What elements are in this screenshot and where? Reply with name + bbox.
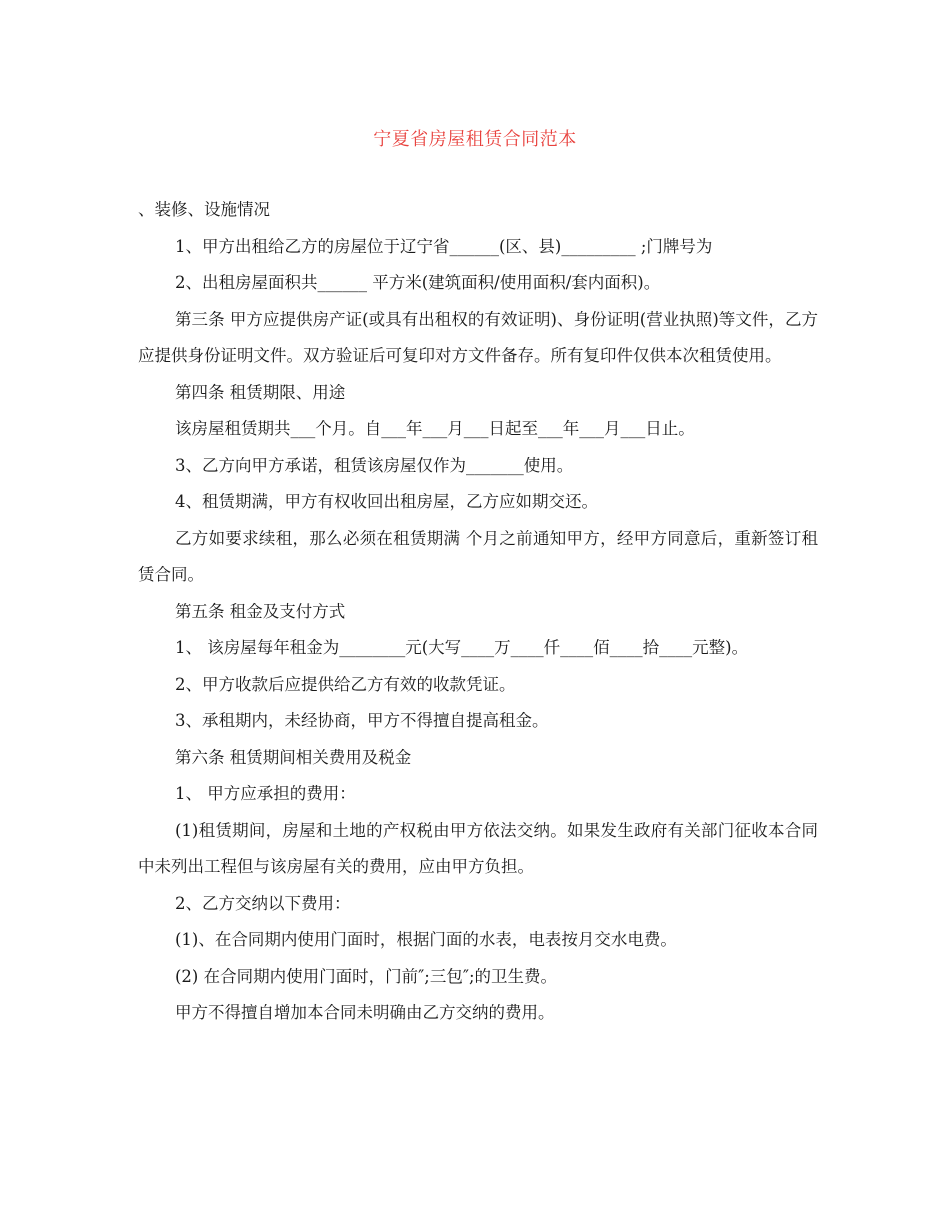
- paragraph: 3、乙方向甲方承诺，租赁该房屋仅作为_______使用。: [175, 455, 574, 475]
- paragraph: 1、 该房屋每年租金为________元(大写____万____仟____佰____拾____元整)。: [175, 638, 749, 657]
- paragraph: (1)租赁期间，房屋和土地的产权税由甲方依法交纳。如果发生政府有关部门征收本合同中未列出工程但与该房屋有关的费用，应由甲方负担。: [138, 820, 818, 876]
- paragraph: 乙方如要求续租，那么必须在租赁期满 个月之前通知甲方，经甲方同意后，重新签订租赁合同。: [138, 528, 818, 584]
- paragraph: (2) 在合同期内使用门面时，门前″;三包″;的卫生费。: [175, 966, 558, 986]
- paragraph: 1、甲方出租给乙方的房屋位于辽宁省______(区、县)_________ ;门牌号为: [175, 236, 713, 256]
- document-title: 宁夏省房屋租赁合同范本: [373, 129, 577, 150]
- paragraph: 1、 甲方应承担的费用：: [175, 784, 356, 803]
- paragraph: 4、租赁期满，甲方有权收回出租房屋，乙方应如期交还。: [175, 492, 598, 511]
- paragraph: 第三条 甲方应提供房产证(或具有出租权的有效证明)、身份证明(营业执照)等文件，乙方应提供身份证明文件。双方验证后可复印对方文件备存。所有复印件仅供本次租赁使用。: [138, 309, 818, 365]
- paragraph: 、装修、设施情况: [138, 200, 270, 219]
- paragraph: 第四条 租赁期限、用途: [175, 382, 346, 402]
- paragraph: 该房屋租赁期共___个月。自___年___月___日起至___年___月___日止。: [175, 419, 695, 438]
- paragraph: 2、乙方交纳以下费用：: [175, 893, 351, 913]
- paragraph: 2、甲方收款后应提供给乙方有效的收款凭证。: [175, 674, 516, 694]
- paragraph: 2、出租房屋面积共______ 平方米(建筑面积/使用面积/套内面积)。: [175, 273, 661, 292]
- paragraph: 第五条 租金及支付方式: [175, 601, 346, 621]
- paragraph: (1)、在合同期内使用门面时，根据门面的水表，电表按月交水电费。: [175, 930, 677, 949]
- document-body: [138, 192, 818, 1032]
- paragraph: 甲方不得擅自增加本合同未明确由乙方交纳的费用。: [175, 1003, 555, 1022]
- paragraph: 3、承租期内，未经协商，甲方不得擅自提高租金。: [175, 711, 549, 730]
- paragraph: 第六条 租赁期间相关费用及税金: [175, 747, 412, 767]
